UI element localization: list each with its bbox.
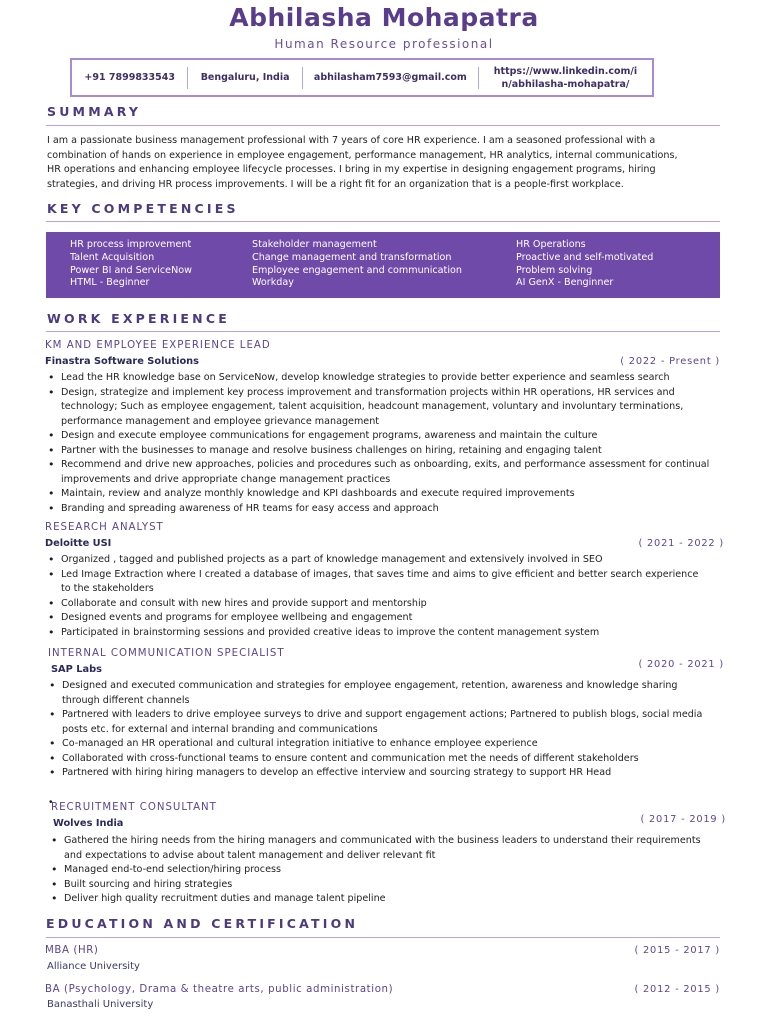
competency-item: HR process improvement <box>70 239 192 250</box>
list-item: • Designed events and programs for employee wellbeing and engagement <box>46 611 708 626</box>
section-rule <box>46 125 720 126</box>
competencies-column-1 <box>70 239 192 290</box>
job-bullets <box>47 679 715 781</box>
contact-bar <box>70 58 654 97</box>
list-item: • Design and execute employee communications for engagement programs, awareness and maintain the culture <box>46 429 722 444</box>
list-item: • Collaborate and consult with new hires and provide support and mentorship <box>46 597 708 612</box>
job-company: Finastra Software Solutions <box>45 356 199 367</box>
section-rule <box>46 331 720 332</box>
competency-item: Workday <box>252 277 294 289</box>
list-item: • Organized , tagged and published projects as a part of knowledge management and extensively involved in SEO <box>46 553 708 568</box>
list-item: • Partnered with leaders to drive employee surveys to drive and support engagement actions; Partnered to publish blogs, social media posts etc. for external and internal branding and communications <box>47 708 715 737</box>
job-title: RECRUITMENT CONSULTANT <box>51 802 217 813</box>
education-heading: EDUCATION AND CERTIFICATION <box>46 916 359 931</box>
summary-line: HR operations and enhancing employee lifecycle processes. I bring in my expertise in designing engagement programs, hiring <box>47 164 656 175</box>
competencies-heading: KEY COMPETENCIES <box>47 201 239 216</box>
competencies-column-2 <box>252 239 462 290</box>
education-degree: MBA (HR) <box>45 945 99 956</box>
education-period: ( 2012 - 2015 ) <box>634 984 720 995</box>
list-item: • Maintain, review and analyze monthly knowledge and KPI dashboards and execute required improvements <box>46 487 722 502</box>
section-rule <box>46 221 720 222</box>
linkedin-line-1: https://www.linkedin.com/i <box>493 65 638 77</box>
list-item: • Partner with the businesses to manage and resolve business challenges on hiring, retaining and engaging talent <box>46 444 722 459</box>
competencies-panel <box>46 232 720 298</box>
list-item: • Managed end-to-end selection/hiring process <box>49 863 717 878</box>
contact-email[interactable]: abhilasham7593@gmail.com <box>313 72 467 83</box>
list-item: • Branding and spreading awareness of HR teams for easy access and approach <box>46 502 722 517</box>
job-title: INTERNAL COMMUNICATION SPECIALIST <box>48 648 285 659</box>
job-title: KM AND EMPLOYEE EXPERIENCE LEAD <box>45 340 271 351</box>
contact-city: Bengaluru, India <box>200 72 290 83</box>
summary-heading: SUMMARY <box>47 104 142 119</box>
competency-item: HTML - Beginner <box>70 277 150 289</box>
list-item: • Co-managed an HR operational and cultural integration initiative to enhance employee experience <box>47 737 715 752</box>
list-item: • Gathered the hiring needs from the hiring managers and communicated with the business leaders to understand their requirements and expectations to advise about talent management and deliver relevant fit <box>49 834 717 863</box>
list-item: • Built sourcing and hiring strategies <box>49 878 717 893</box>
competency-item: Stakeholder management <box>252 239 377 250</box>
stray-bullet-mark: • <box>49 797 53 808</box>
competency-item: Talent Acquisition <box>70 251 155 263</box>
competency-item: Employee engagement and communication <box>252 264 462 276</box>
list-item: • Collaborated with cross-functional teams to ensure content and communication met the needs of different stakeholders <box>47 752 715 767</box>
list-item: • Lead the HR knowledge base on ServiceNow, develop knowledge strategies to provide better experience and seamless search <box>46 371 722 386</box>
summary-line: I am a passionate business management professional with 7 years of core HR experience. I am a seasoned professional with a <box>47 135 656 146</box>
list-item: • Partnered with hiring hiring managers to develop an effective interview and sourcing strategy to support HR Head <box>47 766 715 781</box>
competency-item: HR Operations <box>516 239 586 250</box>
competency-item: Proactive and self-motivated <box>516 251 654 263</box>
education-degree: BA (Psychology, Drama & theatre arts, public administration) <box>45 984 394 995</box>
list-item: • Participated in brainstorming sessions and provided creative ideas to improve the content management system <box>46 626 708 641</box>
education-period: ( 2015 - 2017 ) <box>634 945 720 956</box>
candidate-name: Abhilasha Mohapatra <box>229 3 539 32</box>
list-item: • Designed and executed communication and strategies for employee engagement, retention, awareness and knowledge sharing through different channels <box>47 679 715 708</box>
section-rule <box>46 937 720 938</box>
job-period: ( 2021 - 2022 ) <box>638 538 724 549</box>
job-period: ( 2022 - Present ) <box>620 356 720 367</box>
education-school: Alliance University <box>47 961 140 972</box>
job-bullets <box>46 553 708 640</box>
list-item: • Recommend and drive new approaches, policies and procedures such as onboarding, exits, and performance assessment for continual improvements and drive appropriate change management practices <box>46 458 722 487</box>
job-period: ( 2020 - 2021 ) <box>638 659 724 670</box>
competency-item: Problem solving <box>516 264 593 276</box>
experience-heading: WORK EXPERIENCE <box>47 311 230 326</box>
education-school: Banasthali University <box>47 999 154 1010</box>
competency-item: Change management and transformation <box>252 251 452 263</box>
candidate-role: Human Resource professional <box>274 37 494 51</box>
linkedin-line-2: n/abhilasha-mohapatra/ <box>501 78 630 90</box>
competency-item: Power BI and ServiceNow <box>70 264 192 276</box>
summary-text <box>47 134 720 192</box>
competency-item: AI GenX - Benginner <box>516 277 614 289</box>
contact-linkedin[interactable] <box>479 60 652 95</box>
list-item: • Led Image Extraction where I created a database of images, that saves time and aims to give efficient and better search experience to the stakeholders <box>46 568 708 597</box>
job-company: SAP Labs <box>51 664 102 675</box>
job-bullets <box>46 371 722 516</box>
job-title: RESEARCH ANALYST <box>45 522 164 533</box>
list-item: • Deliver high quality recruitment duties and manage talent pipeline <box>49 892 717 907</box>
contact-phone: +91 7899833543 <box>84 72 175 83</box>
summary-line: strategies, and driving HR process improvements. I will be a right fit for an organization that is a people-first workplace. <box>47 178 624 190</box>
competencies-column-3 <box>516 239 653 290</box>
job-company: Deloitte USI <box>45 538 112 549</box>
job-bullets <box>49 834 717 907</box>
summary-line: combination of hands on experience in employee engagement, performance management, HR analytics, internal communications, <box>47 149 678 161</box>
job-period: ( 2017 - 2019 ) <box>640 814 726 825</box>
job-company: Wolves India <box>53 818 124 829</box>
list-item: • Design, strategize and implement key process improvement and transformation projects within HR operations, HR services and technology; Such as employee engagement, talent acquisition, headcount management, voluntary and involuntary terminations, performance management and employee grievance management <box>46 386 722 430</box>
